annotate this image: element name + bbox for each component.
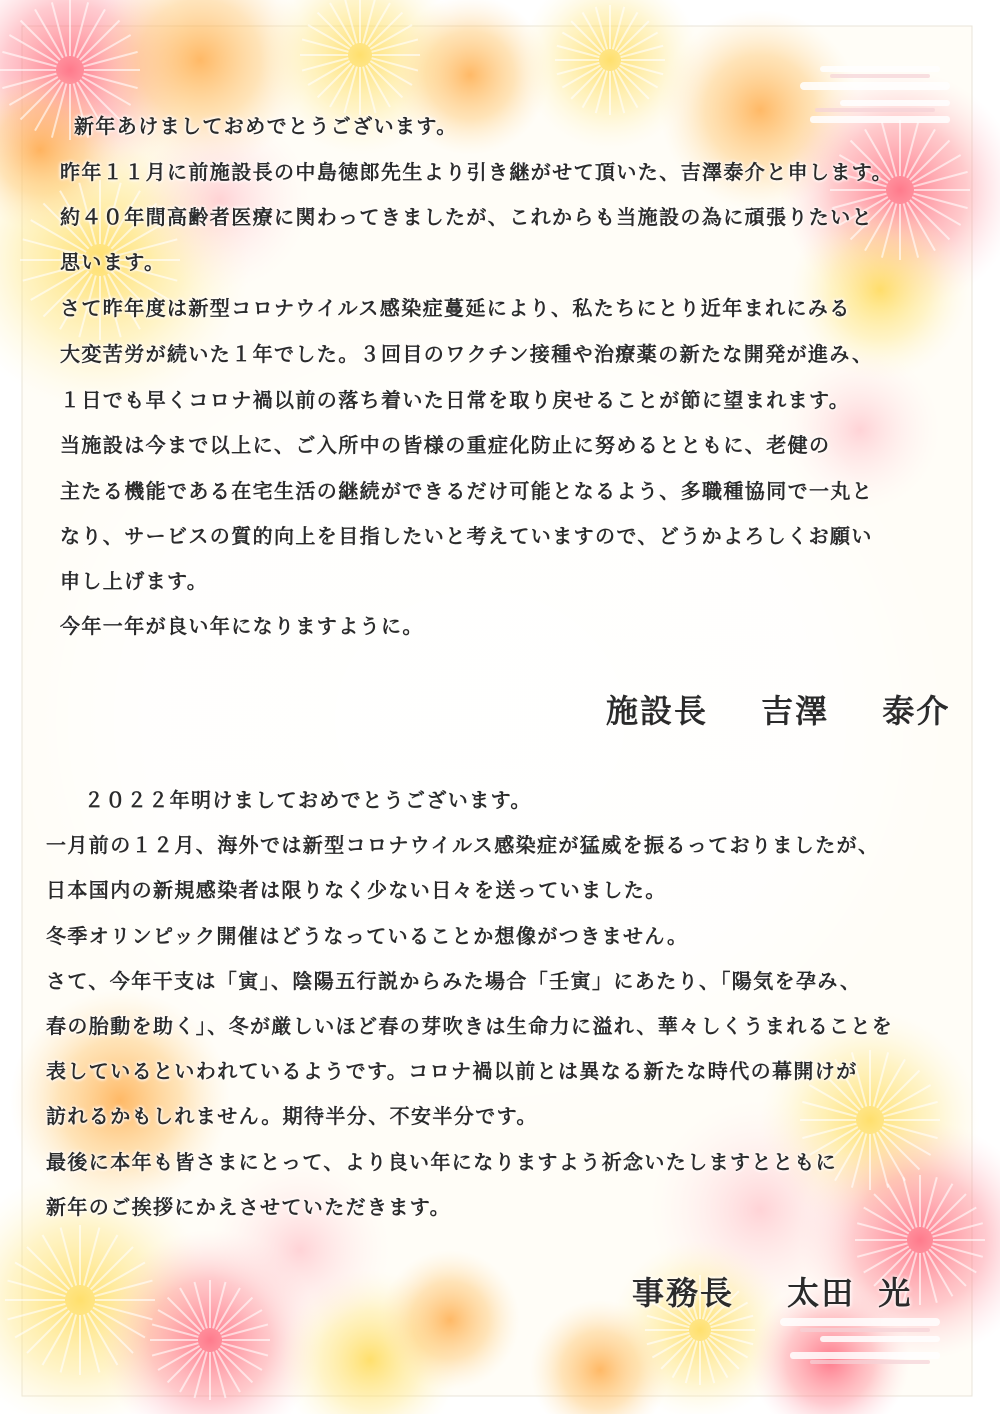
letter2-line: 日本国内の新規感染者は限りなく少ない日々を送っていました。 <box>46 878 667 902</box>
signature-title: 事務長 <box>632 1274 735 1312</box>
signature-family-name: 吉澤 <box>761 692 830 730</box>
letter1-line: 大変苦労が続いた１年でした。３回目のワクチン接種や治療薬の新たな開発が進み、 <box>60 342 874 366</box>
letter2-line: ２０２２年明けましておめでとうございます。 <box>84 788 532 812</box>
signature-given-name: 泰介 <box>882 692 951 730</box>
letter1-line: １日でも早くコロナ禍以前の落ち着いた日常を取り戻せることが節に望まれます。 <box>60 388 851 412</box>
letter1-line: 昨年１１月に前施設長の中島徳郎先生より引き継がせて頂いた、吉澤泰介と申します。 <box>60 160 893 184</box>
letter2-line: 一月前の１２月、海外では新型コロナウイルス感染症が猛威を振るっておりましたが、 <box>46 833 880 857</box>
signature-office-manager <box>632 1274 912 1312</box>
letter1-line: 約４０年間高齢者医療に関わってきましたが、これからも当施設の為に頑張りたいと <box>60 205 873 229</box>
letter1-line: 当施設は今まで以上に、ご入所中の皆様の重症化防止に努めるとともに、老健の <box>60 433 831 457</box>
letter2-line: 訪れるかもしれません。期待半分、不安半分です。 <box>46 1104 538 1128</box>
letter1-line: 新年あけましておめでとうございます。 <box>74 114 458 138</box>
letter2-line: さて、今年干支は「寅」、陰陽五行説からみた場合「壬寅」にあたり、「陽気を孕み、 <box>46 969 862 993</box>
signature-director <box>606 692 950 730</box>
signature-title: 施設長 <box>606 692 709 730</box>
letter1-line: 申し上げます。 <box>60 569 209 593</box>
letter2-line: 新年のご挨拶にかえさせていただきます。 <box>46 1195 451 1219</box>
signature-given-name: 光 <box>878 1274 913 1312</box>
letter2-line: 最後に本年も皆さまにとって、より良い年になりますよう祈念いたしますとともに <box>46 1150 837 1174</box>
letter1-line: 主たる機能である在宅生活の継続ができるだけ可能となるよう、多職種協同で一丸と <box>60 479 874 503</box>
letter2-line: 春の胎動を助く」、冬が厳しいほど春の芽吹きは生命力に溢れ、華々しくうまれることを <box>46 1014 894 1038</box>
letter2-line: 表しているといわれているようです。コロナ禍以前とは異なる新たな時代の幕開けが <box>46 1059 858 1083</box>
letter1-line: なり、サービスの質的向上を目指したいと考えていますので、どうかよろしくお願い <box>60 524 873 548</box>
letter1-line: さて昨年度は新型コロナウイルス感染症蔓延により、私たちにとり近年まれにみる <box>60 296 851 320</box>
signature-family-name: 太田 <box>787 1274 856 1312</box>
letter2-line: 冬季オリンピック開催はどうなっていることか想像がつきません。 <box>46 924 689 948</box>
letter1-line: 今年一年が良い年になりますように。 <box>60 614 424 638</box>
letter1-line: 思います。 <box>60 250 166 274</box>
